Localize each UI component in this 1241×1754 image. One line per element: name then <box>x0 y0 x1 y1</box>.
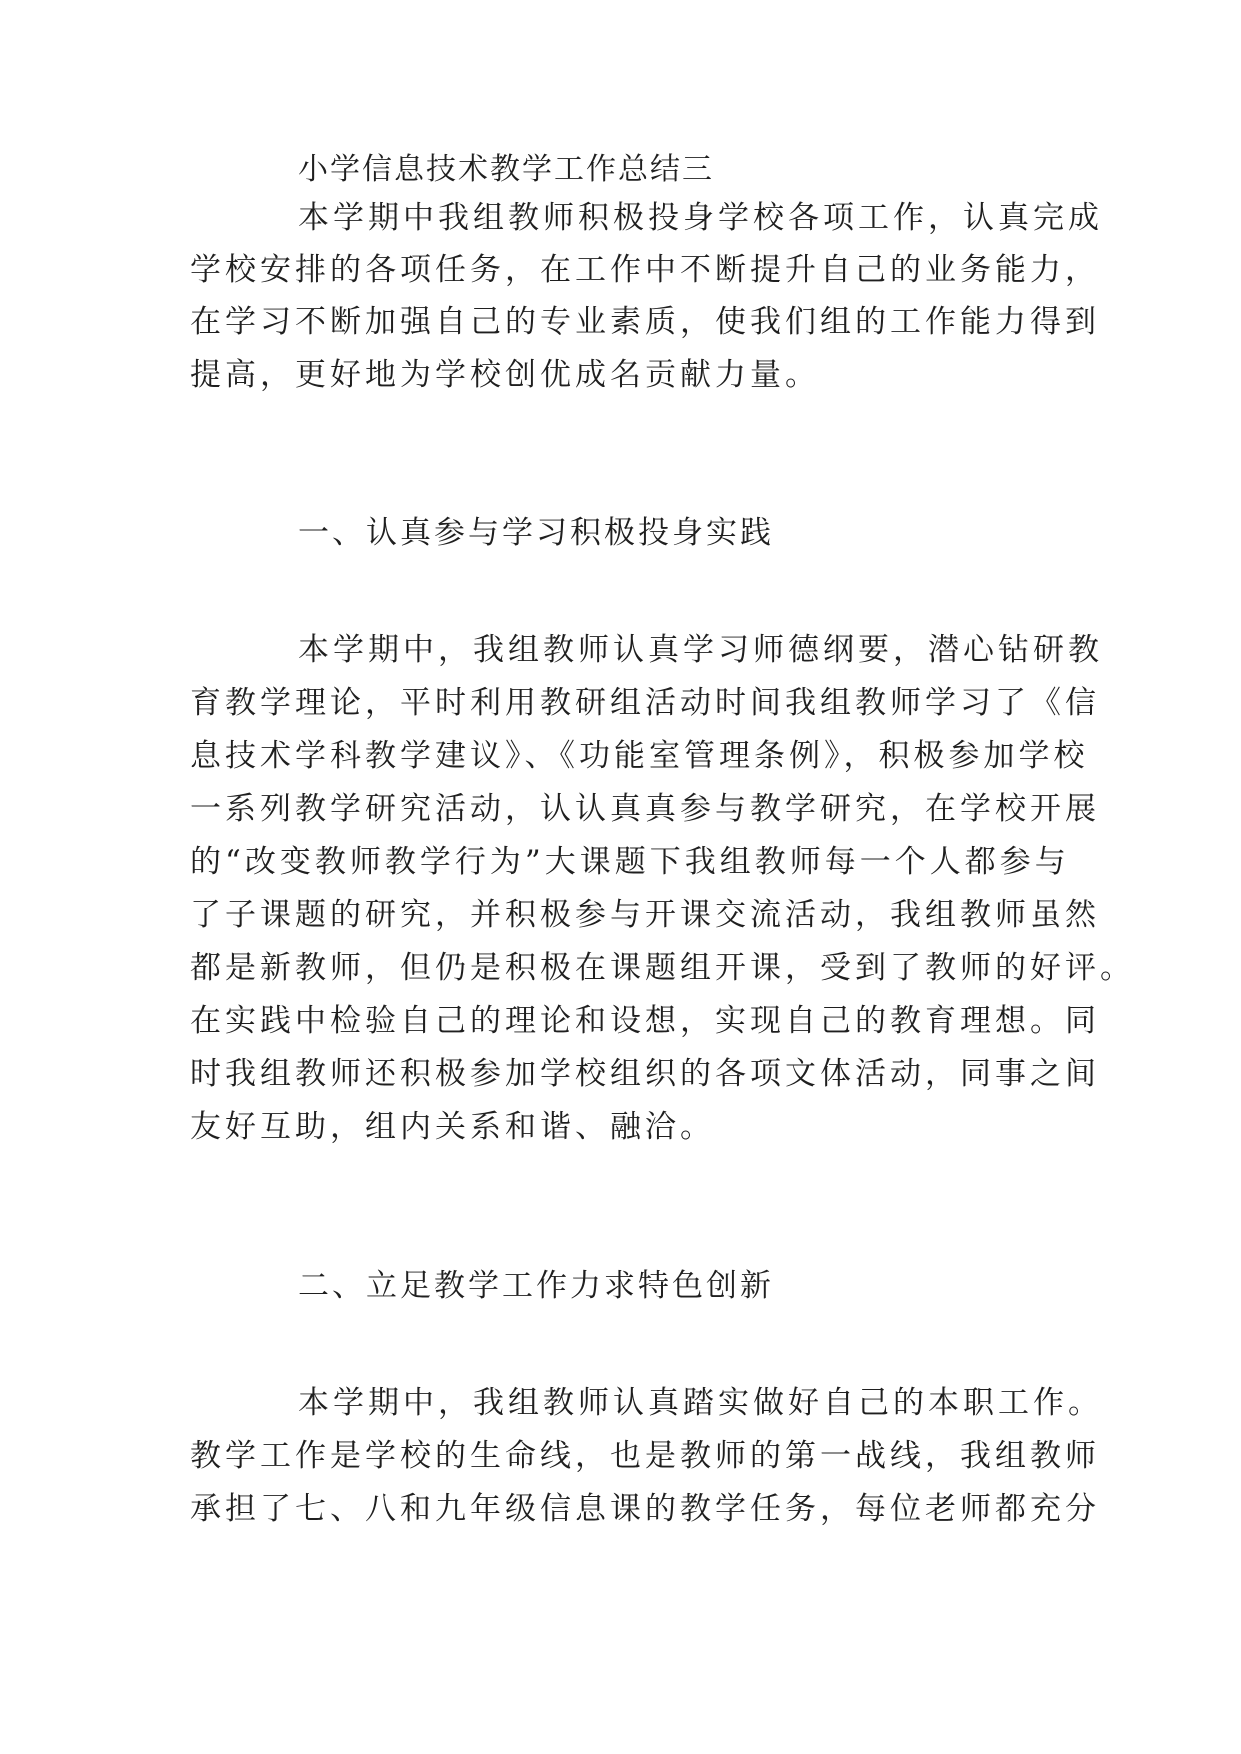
section2-line: 本学期中，我组教师认真踏实做好自己的本职工作。 <box>298 1385 1103 1421</box>
section-heading-2: 二、立足教学工作力求特色创新 <box>298 1268 774 1304</box>
intro-line: 在学习不断加强自己的专业素质，使我们组的工作能力得到 <box>190 304 1100 340</box>
intro-line: 学校安排的各项任务，在工作中不断提升自己的业务能力， <box>190 252 1100 288</box>
section1-line: 都是新教师，但仍是积极在课题组开课，受到了教师的好评。 <box>190 950 1135 986</box>
intro-line: 提高，更好地为学校创优成名贡献力量。 <box>190 357 820 393</box>
section-heading-1: 一、认真参与学习积极投身实践 <box>298 515 774 551</box>
intro-line: 本学期中我组教师积极投身学校各项工作，认真完成 <box>298 200 1103 236</box>
section1-line: 息技术学科教学建议》、《功能室管理条例》，积极参加学校 <box>190 738 1089 774</box>
section1-line: 时我组教师还积极参加学校组织的各项文体活动，同事之间 <box>190 1056 1100 1092</box>
section1-line: 一系列教学研究活动，认认真真参与教学研究，在学校开展 <box>190 791 1100 827</box>
section1-line: 友好互助，组内关系和谐、融洽。 <box>190 1109 715 1145</box>
section2-line: 教学工作是学校的生命线，也是教师的第一战线，我组教师 <box>190 1438 1100 1474</box>
section1-line: 在实践中检验自己的理论和设想，实现自己的教育理想。同 <box>190 1003 1100 1039</box>
section2-line: 承担了七、八和九年级信息课的教学任务，每位老师都充分 <box>190 1491 1100 1527</box>
section1-line: 的“改变教师教学行为”大课题下我组教师每一个人都参与 <box>190 844 1070 880</box>
section1-line: 育教学理论，平时利用教研组活动时间我组教师学习了《信 <box>190 685 1100 721</box>
document-title: 小学信息技术教学工作总结三 <box>298 152 714 187</box>
section1-line: 了子课题的研究，并积极参与开课交流活动，我组教师虽然 <box>190 897 1100 933</box>
section1-line: 本学期中，我组教师认真学习师德纲要，潜心钻研教 <box>298 632 1103 668</box>
